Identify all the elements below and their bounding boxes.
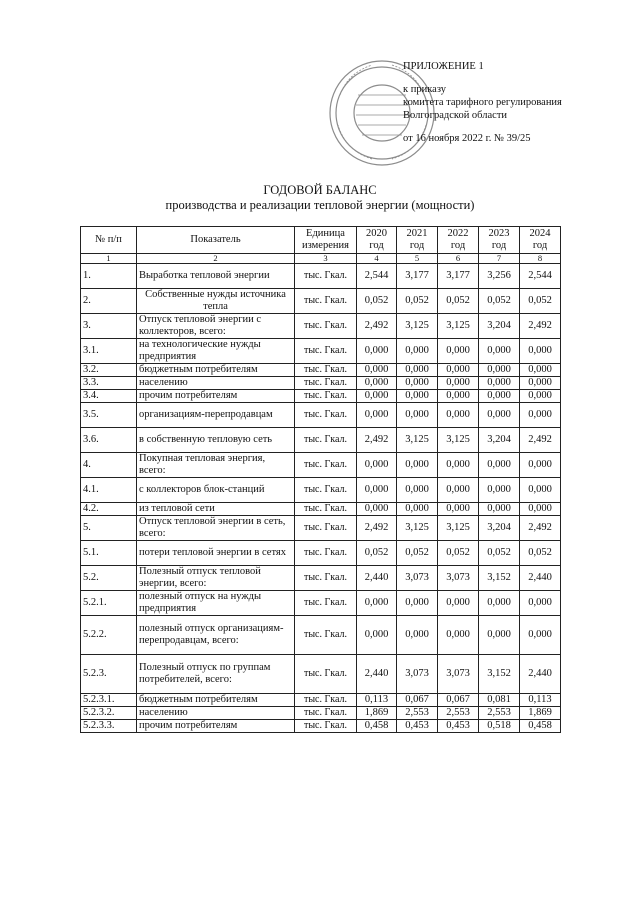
value-cell: 0,000 (397, 364, 438, 377)
value-cell: 0,052 (357, 289, 397, 314)
row-number-cell: 5.2.3.2. (81, 707, 137, 720)
unit-cell: тыс. Гкал. (295, 707, 357, 720)
value-cell: 0,000 (397, 453, 438, 478)
indicator-name-cell: бюджетным потребителям (137, 694, 295, 707)
value-cell: 0,000 (397, 339, 438, 364)
value-cell: 2,544 (357, 264, 397, 289)
value-cell: 3,204 (479, 314, 520, 339)
value-cell: 0,052 (357, 541, 397, 566)
value-cell: 0,000 (479, 364, 520, 377)
row-number-cell: 4.1. (81, 478, 137, 503)
value-cell: 0,000 (520, 377, 561, 390)
value-cell: 0,000 (397, 591, 438, 616)
table-row (81, 403, 561, 428)
value-cell: 0,000 (479, 377, 520, 390)
table-header-row (81, 227, 561, 254)
value-cell: 0,000 (520, 364, 561, 377)
indicator-name-cell: Отпуск тепловой энергии в сеть, всего: (137, 516, 295, 541)
value-cell: 0,067 (438, 694, 479, 707)
value-cell: 0,000 (357, 616, 397, 655)
value-cell: 0,000 (397, 390, 438, 403)
value-cell: 0,458 (520, 720, 561, 733)
unit-cell: тыс. Гкал. (295, 339, 357, 364)
value-cell: 2,553 (479, 707, 520, 720)
value-cell: 3,125 (397, 516, 438, 541)
row-number-cell: 3.3. (81, 377, 137, 390)
value-cell: 0,113 (357, 694, 397, 707)
value-cell: 0,000 (357, 503, 397, 516)
value-cell: 3,073 (397, 655, 438, 694)
table-row (81, 453, 561, 478)
value-cell: 0,458 (357, 720, 397, 733)
row-number-cell: 5.2.3.3. (81, 720, 137, 733)
value-cell: 0,052 (520, 541, 561, 566)
row-number-cell: 2. (81, 289, 137, 314)
value-cell: 1,869 (357, 707, 397, 720)
value-cell: 0,000 (357, 403, 397, 428)
header-cell: 2020 год (357, 227, 397, 254)
indicator-name-cell: Полезный отпуск по группам потребителей, всего: (137, 655, 295, 694)
indicator-name-cell: Выработка тепловой энергии (137, 264, 295, 289)
value-cell: 2,440 (357, 655, 397, 694)
indicator-name-cell: прочим потребителям (137, 390, 295, 403)
header-cell: 2021 год (397, 227, 438, 254)
unit-cell: тыс. Гкал. (295, 289, 357, 314)
unit-cell: тыс. Гкал. (295, 720, 357, 733)
value-cell: 0,000 (357, 453, 397, 478)
value-cell: 3,073 (397, 566, 438, 591)
value-cell: 0,052 (438, 289, 479, 314)
indicator-name-cell: организациям-перепродавцам (137, 403, 295, 428)
column-number: 4 (357, 254, 397, 264)
value-cell: 3,073 (438, 566, 479, 591)
table-row (81, 339, 561, 364)
column-number: 5 (397, 254, 438, 264)
table-row (81, 616, 561, 655)
value-cell: 0,000 (479, 453, 520, 478)
header-cell: 2022 год (438, 227, 479, 254)
indicator-name-cell: Собственные нужды источника тепла (137, 289, 295, 314)
value-cell: 0,000 (438, 616, 479, 655)
value-cell: 3,177 (397, 264, 438, 289)
value-cell: 0,000 (397, 503, 438, 516)
value-cell: 0,000 (520, 478, 561, 503)
column-number: 8 (520, 254, 561, 264)
table-row (81, 541, 561, 566)
value-cell: 0,000 (357, 339, 397, 364)
unit-cell: тыс. Гкал. (295, 541, 357, 566)
indicator-name-cell: Отпуск тепловой энергии с коллекторов, всего: (137, 314, 295, 339)
row-number-cell: 3.1. (81, 339, 137, 364)
header-cell: Показатель (137, 227, 295, 254)
value-cell: 0,000 (479, 503, 520, 516)
value-cell: 0,000 (520, 616, 561, 655)
value-cell: 0,000 (479, 339, 520, 364)
value-cell: 3,125 (438, 516, 479, 541)
value-cell: 0,000 (438, 503, 479, 516)
unit-cell: тыс. Гкал. (295, 314, 357, 339)
appendix-line: комитета тарифного регулирования (403, 97, 562, 108)
value-cell: 2,492 (520, 314, 561, 339)
table-row (81, 503, 561, 516)
indicator-name-cell: в собственную тепловую сеть (137, 428, 295, 453)
value-cell: 2,492 (357, 428, 397, 453)
value-cell: 3,073 (438, 655, 479, 694)
value-cell: 3,125 (397, 314, 438, 339)
value-cell: 0,081 (479, 694, 520, 707)
table-row (81, 516, 561, 541)
value-cell: 3,204 (479, 516, 520, 541)
row-number-cell: 5.2.3.1. (81, 694, 137, 707)
row-number-cell: 4.2. (81, 503, 137, 516)
row-number-cell: 5.2.3. (81, 655, 137, 694)
row-number-cell: 5.2. (81, 566, 137, 591)
value-cell: 0,052 (397, 289, 438, 314)
table-row (81, 720, 561, 733)
table-row (81, 591, 561, 616)
unit-cell: тыс. Гкал. (295, 264, 357, 289)
value-cell: 0,113 (520, 694, 561, 707)
value-cell: 3,152 (479, 566, 520, 591)
unit-cell: тыс. Гкал. (295, 364, 357, 377)
value-cell: 3,125 (438, 428, 479, 453)
unit-cell: тыс. Гкал. (295, 390, 357, 403)
value-cell: 0,000 (438, 377, 479, 390)
row-number-cell: 5.2.1. (81, 591, 137, 616)
value-cell: 0,000 (357, 364, 397, 377)
value-cell: 0,000 (520, 390, 561, 403)
value-cell: 2,544 (520, 264, 561, 289)
value-cell: 0,000 (397, 616, 438, 655)
indicator-name-cell: из тепловой сети (137, 503, 295, 516)
row-number-cell: 3.6. (81, 428, 137, 453)
unit-cell: тыс. Гкал. (295, 377, 357, 390)
value-cell: 0,000 (357, 478, 397, 503)
value-cell: 3,125 (397, 428, 438, 453)
table-row (81, 655, 561, 694)
header-cell: 2024 год (520, 227, 561, 254)
table-row (81, 566, 561, 591)
table-row (81, 264, 561, 289)
value-cell: 0,518 (479, 720, 520, 733)
unit-cell: тыс. Гкал. (295, 516, 357, 541)
value-cell: 3,152 (479, 655, 520, 694)
column-number: 3 (295, 254, 357, 264)
value-cell: 0,000 (479, 591, 520, 616)
unit-cell: тыс. Гкал. (295, 616, 357, 655)
value-cell: 3,125 (438, 314, 479, 339)
value-cell: 0,000 (357, 390, 397, 403)
table-row (81, 364, 561, 377)
document-title: ГОДОВОЙ БАЛАНС (263, 183, 377, 197)
value-cell: 3,256 (479, 264, 520, 289)
value-cell: 0,052 (520, 289, 561, 314)
column-number-row (81, 254, 561, 264)
indicator-name-cell: Покупная тепловая энергия, всего: (137, 453, 295, 478)
value-cell: 0,000 (479, 403, 520, 428)
column-number: 2 (137, 254, 295, 264)
appendix-line: Волгоградской области (403, 110, 508, 121)
value-cell: 1,869 (520, 707, 561, 720)
table-row (81, 478, 561, 503)
header-cell: Единица измерения (295, 227, 357, 254)
appendix-title: ПРИЛОЖЕНИЕ 1 (403, 61, 484, 72)
row-number-cell: 5. (81, 516, 137, 541)
column-number: 7 (479, 254, 520, 264)
value-cell: 0,067 (397, 694, 438, 707)
value-cell: 0,000 (520, 591, 561, 616)
value-cell: 0,000 (520, 339, 561, 364)
indicator-name-cell: с коллекторов блок-станций (137, 478, 295, 503)
unit-cell: тыс. Гкал. (295, 403, 357, 428)
value-cell: 0,000 (438, 453, 479, 478)
value-cell: 0,000 (479, 478, 520, 503)
column-number: 1 (81, 254, 137, 264)
value-cell: 0,000 (438, 364, 479, 377)
table-row (81, 377, 561, 390)
indicator-name-cell: полезный отпуск на нужды предприятия (137, 591, 295, 616)
row-number-cell: 1. (81, 264, 137, 289)
value-cell: 0,000 (479, 616, 520, 655)
value-cell: 0,052 (479, 541, 520, 566)
value-cell: 2,492 (357, 314, 397, 339)
indicator-name-cell: населению (137, 707, 295, 720)
unit-cell: тыс. Гкал. (295, 655, 357, 694)
value-cell: 0,000 (520, 403, 561, 428)
appendix-block (403, 60, 562, 145)
unit-cell: тыс. Гкал. (295, 453, 357, 478)
unit-cell: тыс. Гкал. (295, 591, 357, 616)
unit-cell: тыс. Гкал. (295, 694, 357, 707)
value-cell: 2,440 (520, 566, 561, 591)
row-number-cell: 5.2.2. (81, 616, 137, 655)
value-cell: 0,000 (438, 339, 479, 364)
value-cell: 0,000 (438, 403, 479, 428)
value-cell: 2,440 (357, 566, 397, 591)
value-cell: 2,553 (397, 707, 438, 720)
unit-cell: тыс. Гкал. (295, 478, 357, 503)
indicator-name-cell: полезный отпуск организациям-перепродавцам, всего: (137, 616, 295, 655)
indicator-name-cell: потери тепловой энергии в сетях (137, 541, 295, 566)
balance-table (80, 226, 561, 733)
row-number-cell: 3.4. (81, 390, 137, 403)
unit-cell: тыс. Гкал. (295, 428, 357, 453)
unit-cell: тыс. Гкал. (295, 503, 357, 516)
table-row (81, 390, 561, 403)
row-number-cell: 5.1. (81, 541, 137, 566)
value-cell: 2,492 (520, 516, 561, 541)
value-cell: 2,492 (520, 428, 561, 453)
value-cell: 0,000 (520, 453, 561, 478)
value-cell: 0,000 (438, 390, 479, 403)
table-row (81, 707, 561, 720)
table-row (81, 694, 561, 707)
value-cell: 2,553 (438, 707, 479, 720)
appendix-line: к приказу (403, 84, 446, 95)
value-cell: 0,000 (438, 478, 479, 503)
row-number-cell: 3.2. (81, 364, 137, 377)
indicator-name-cell: прочим потребителям (137, 720, 295, 733)
value-cell: 2,440 (520, 655, 561, 694)
row-number-cell: 3. (81, 314, 137, 339)
value-cell: 0,453 (397, 720, 438, 733)
value-cell: 0,453 (438, 720, 479, 733)
value-cell: 0,000 (438, 591, 479, 616)
header-cell: 2023 год (479, 227, 520, 254)
table-row (81, 289, 561, 314)
unit-cell: тыс. Гкал. (295, 566, 357, 591)
table-row (81, 314, 561, 339)
value-cell: 2,492 (357, 516, 397, 541)
document-title-block (0, 183, 640, 213)
value-cell: 3,204 (479, 428, 520, 453)
value-cell: 0,000 (397, 403, 438, 428)
appendix-date: от 16 ноября 2022 г. № 39/25 (403, 133, 531, 144)
indicator-name-cell: бюджетным потребителям (137, 364, 295, 377)
indicator-name-cell: Полезный отпуск тепловой энергии, всего: (137, 566, 295, 591)
header-cell: № п/п (81, 227, 137, 254)
document-subtitle: производства и реализации тепловой энергии (мощности) (165, 198, 475, 212)
value-cell: 0,052 (479, 289, 520, 314)
value-cell: 0,000 (357, 591, 397, 616)
row-number-cell: 3.5. (81, 403, 137, 428)
table-row (81, 428, 561, 453)
value-cell: 0,000 (357, 377, 397, 390)
value-cell: 0,000 (520, 503, 561, 516)
row-number-cell: 4. (81, 453, 137, 478)
value-cell: 0,000 (397, 377, 438, 390)
value-cell: 0,000 (397, 478, 438, 503)
value-cell: 0,052 (438, 541, 479, 566)
value-cell: 0,000 (479, 390, 520, 403)
column-number: 6 (438, 254, 479, 264)
value-cell: 0,052 (397, 541, 438, 566)
indicator-name-cell: населению (137, 377, 295, 390)
indicator-name-cell: на технологические нужды предприятия (137, 339, 295, 364)
value-cell: 3,177 (438, 264, 479, 289)
